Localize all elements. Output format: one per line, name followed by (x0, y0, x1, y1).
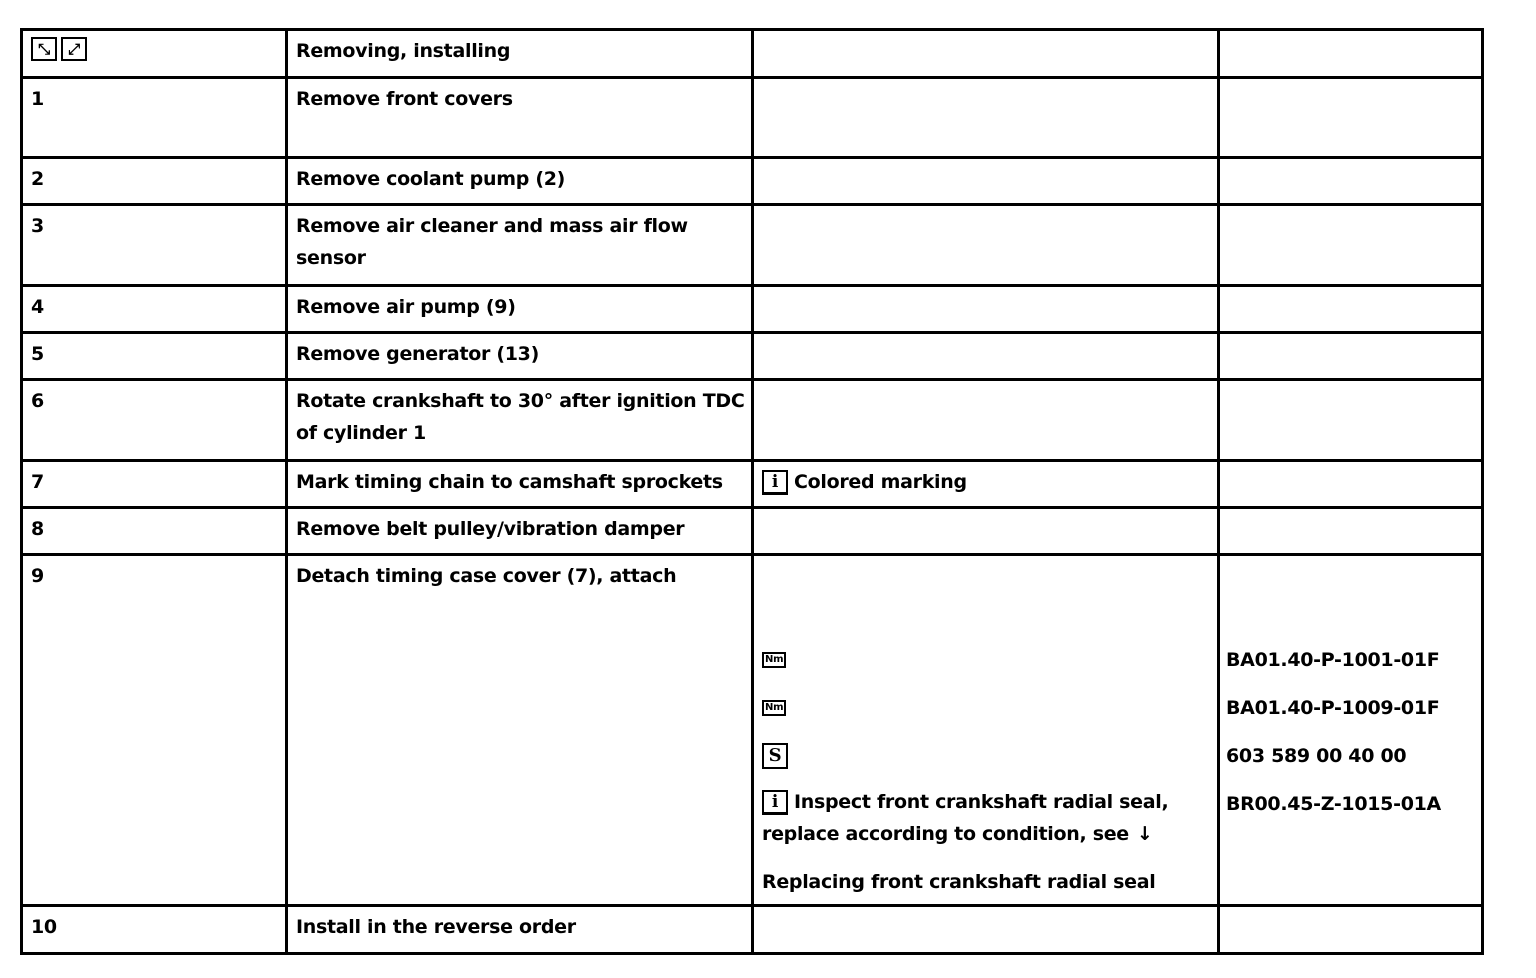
step-ref (1220, 206, 1481, 284)
step-text: Remove air pump (9) (288, 287, 754, 331)
step-number: 4 (23, 287, 288, 331)
step-note (754, 462, 1220, 506)
table-row (20, 284, 1484, 331)
step-text: Remove belt pulley/vibration damper (288, 509, 754, 553)
step-number: 9 (23, 556, 288, 904)
torque-line (762, 684, 1211, 732)
ref-link[interactable]: BA01.40-P-1009-01F (1226, 697, 1440, 719)
step-ref (1220, 159, 1481, 203)
table-row (20, 459, 1484, 506)
special-tool-icon: S (762, 743, 788, 769)
step-number: 6 (23, 381, 288, 459)
header-title: Removing, installing (288, 31, 754, 76)
ref-link[interactable]: BR00.45-Z-1015-01A (1226, 793, 1441, 815)
step-note (754, 287, 1220, 331)
step-ref (1220, 556, 1481, 904)
special-tool-line (762, 732, 1211, 780)
step-text: Remove generator (13) (288, 334, 754, 378)
step-ref (1220, 334, 1481, 378)
table-row (20, 553, 1484, 904)
step-note (754, 206, 1220, 284)
table-row (20, 506, 1484, 553)
step-number: 5 (23, 334, 288, 378)
step-number: 3 (23, 206, 288, 284)
step-note (754, 79, 1220, 156)
header-empty-cell (754, 31, 1220, 76)
step-note (754, 509, 1220, 553)
step-text: Rotate crankshaft to 30° after ignition TDC of cylinder 1 (288, 381, 754, 459)
step-text: Install in the reverse order (288, 907, 754, 952)
link-replacing-seal[interactable]: Replacing front crankshaft radial seal (762, 871, 1156, 893)
arrow-down-icon[interactable]: ↓ (1136, 823, 1153, 845)
step-ref (1220, 509, 1481, 553)
step-text: Mark timing chain to camshaft sprockets (288, 462, 754, 506)
step-text: Remove coolant pump (2) (288, 159, 754, 203)
torque-icon: Nm (762, 652, 786, 668)
info-icon: i (762, 790, 788, 815)
step-ref (1220, 287, 1481, 331)
step-number: 10 (23, 907, 288, 952)
tool-ref: 603 589 00 40 00 (1226, 745, 1407, 767)
step-number: 1 (23, 79, 288, 156)
step-text: Remove air cleaner and mass air flow sensor (288, 206, 754, 284)
torque-icon: Nm (762, 700, 786, 716)
info-text-continued: replace according to condition, see (762, 823, 1129, 845)
step-ref (1220, 381, 1481, 459)
step-number: 2 (23, 159, 288, 203)
step-number: 7 (23, 462, 288, 506)
table-row (20, 156, 1484, 203)
procedure-table (20, 28, 1484, 955)
step-ref (1220, 907, 1481, 952)
step-ref (1220, 462, 1481, 506)
step-text: Detach timing case cover (7), attach (288, 556, 754, 904)
step-ref (1220, 79, 1481, 156)
table-header-row (20, 28, 1484, 76)
table-row (20, 76, 1484, 156)
table-row (20, 904, 1484, 955)
step-number: 8 (23, 509, 288, 553)
removal-icon: ⤡ (31, 37, 57, 61)
header-icons-cell (23, 31, 288, 76)
step-text: Remove front covers (288, 79, 754, 156)
table-row (20, 203, 1484, 284)
table-row (20, 331, 1484, 378)
step-note (754, 556, 1220, 904)
header-empty-cell (1220, 31, 1481, 76)
ref-link[interactable]: BA01.40-P-1001-01F (1226, 649, 1440, 671)
info-icon: i (762, 470, 788, 495)
installation-icon: ⤢ (61, 37, 87, 61)
step-note (754, 381, 1220, 459)
step-note (754, 159, 1220, 203)
step-note (754, 907, 1220, 952)
info-block (762, 780, 1211, 898)
step-note (754, 334, 1220, 378)
info-text: Inspect front crankshaft radial seal, (794, 791, 1169, 813)
torque-line (762, 636, 1211, 684)
table-row (20, 378, 1484, 459)
note-text: Colored marking (794, 471, 967, 493)
